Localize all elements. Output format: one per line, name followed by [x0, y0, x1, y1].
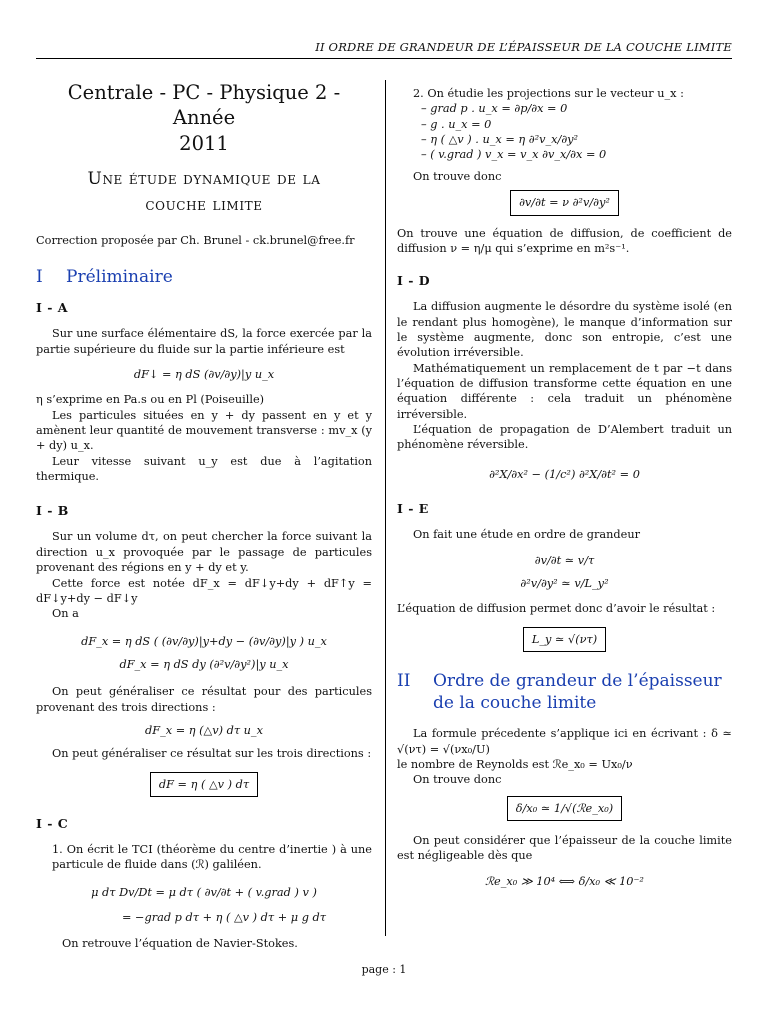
right-column: [397, 86, 732, 889]
IE-result-box: L_y ≃ √(ντ): [523, 627, 606, 652]
IC-equation-2: = −grad p dτ + η ( △v ) dτ + μ g dτ: [121, 911, 327, 925]
IB-paragraph-1: Sur un volume dτ, on peut chercher la force suivant la direction u_x provoquée par le passage de particules provenant des régions en y + dy et y.: [36, 530, 372, 575]
IE-equation-1: ∂v/∂t ≃ v/τ: [534, 553, 595, 567]
IE-equation-2: ∂²v/∂y² ≃ v/L_y²: [520, 576, 609, 590]
II-equation: ℛe_x₀ ≫ 10⁴ ⟺ δ/x₀ ≪ 10⁻²: [485, 874, 644, 888]
IB-result-box-wrap: [36, 772, 372, 797]
IE-result-box-wrap: [397, 627, 732, 652]
page-number: page : 1: [361, 963, 407, 976]
IA-paragraph-3: Les particules situées en y + dy passent en y et y amènent leur quantité de mouvement transverse : mv_x (y + dy) u_x.: [36, 408, 372, 453]
IE-paragraph-2: L’équation de diffusion permet donc d’avoir le résultat :: [397, 602, 716, 616]
ID-paragraph-2: Mathématiquement un remplacement de t par −t dans l’équation de diffusion transforme cette équation en une équation différente : cela traduit un phénomène irréversible.: [397, 361, 732, 421]
author-line: Correction proposée par Ch. Brunel - ck.brunel@free.fr: [36, 233, 355, 247]
IC-equation-1: μ dτ Dv/Dt = μ dτ ( ∂v/∂t + ( v.grad ) v ): [91, 885, 317, 899]
projection-item-2: – g . u_x = 0: [421, 117, 492, 131]
section-2-title: Ordre de grandeur de l’épaisseur de la couche limite: [433, 670, 722, 714]
IB-paragraph-2: Cette force est notée dF_x = dF↓y+dy + dF↑y = dF↓y+dy − dF↓y: [36, 576, 372, 605]
projection-item-1: – grad p . u_x = ∂p/∂x = 0: [421, 102, 568, 116]
ID-equation: ∂²X/∂x² − (1/c²) ∂²X/∂t² = 0: [489, 467, 640, 481]
IB-paragraph-5: On peut généraliser ce résultat sur les trois directions :: [52, 747, 372, 761]
title-line-1: Centrale - PC - Physique 2 - Année: [67, 81, 341, 130]
IC-paragraph-3: On trouve une équation de diffusion, de coefficient de diffusion ν = η/μ qui s’exprime en m²s⁻¹.: [397, 226, 732, 255]
column-divider: [385, 80, 386, 936]
IC-item-1: 1. On écrit le TCI (théorème du centre d’inertie ) à une particule de fluide dans (ℛ) galiléen.: [52, 843, 372, 872]
IC-projection-list: [397, 101, 732, 162]
section-1-title: Préliminaire: [66, 267, 173, 288]
ID-paragraph-3: L’équation de propagation de D’Alembert traduit un phénomène réversible.: [397, 423, 732, 452]
section-1-number: I: [36, 267, 43, 288]
IE-paragraph-1: On fait une étude en ordre de grandeur: [413, 528, 641, 542]
IA-paragraph-4: Leur vitesse suivant u_y est due à l’agitation thermique.: [36, 454, 372, 484]
IC-paragraph-1: On retrouve l’équation de Navier-Stokes.: [62, 936, 298, 950]
II-result-box: δ/x₀ ≃ 1/√(ℛe_x₀): [507, 796, 622, 821]
II-paragraph-4: On peut considérer que l’épaisseur de la couche limite est négligeable dès que: [397, 833, 732, 863]
projection-item-3: – η ( △v ) . u_x = η ∂²v_x/∂y²: [421, 133, 579, 147]
header-rule: [36, 58, 732, 59]
ID-paragraph-1: La diffusion augmente le désordre du système isolé (en le rendant plus homogène), le manque d’information sur le système augmente, donc son entropie, c’est une évolution irréversible.: [397, 300, 732, 360]
subtitle-line-1: Une étude dynamique de la: [87, 169, 321, 190]
IB-paragraph-3: On a: [52, 607, 79, 621]
II-paragraph-1: La formule précedente s’applique ici en écrivant : δ ≃ √(ντ) = √(νx₀/U): [397, 727, 732, 756]
IB-equation-2: dF_x = η dS dy (∂²v/∂y²)|y u_x: [119, 657, 289, 671]
IC-result-box-wrap: [397, 190, 732, 215]
IC-result-box: ∂v/∂t = ν ∂²v/∂y²: [510, 190, 619, 215]
IA-paragraph-1: Sur une surface élémentaire dS, la force exercée par la partie supérieure du fluide sur la partie inférieure est: [36, 327, 372, 356]
IB-equation-3: dF_x = η (△v) dτ u_x: [145, 724, 263, 738]
projection-item-4: – ( v.grad ) v_x = v_x ∂v_x/∂x = 0: [421, 148, 607, 162]
subsection-IA: I - A: [36, 300, 68, 316]
document-subtitle: [36, 166, 372, 219]
IC-paragraph-2: On trouve donc: [413, 169, 502, 183]
IB-paragraph-4: On peut généraliser ce résultat pour des particules provenant des trois directions :: [36, 685, 372, 714]
IA-equation-1: dF↓ = η dS (∂v/∂y)|y u_x: [133, 367, 275, 381]
II-paragraph-2: le nombre de Reynolds est ℛe_x₀ = Ux₀/ν: [397, 757, 633, 771]
subsection-IB: I - B: [36, 503, 69, 519]
running-header: II ORDRE DE GRANDEUR DE L’ÉPAISSEUR DE LA COUCHE LIMITE: [315, 40, 732, 54]
II-result-box-wrap: [397, 796, 732, 821]
section-2-number: II: [397, 670, 411, 691]
title-line-2: 2011: [179, 131, 229, 155]
section-2-heading: [397, 670, 732, 714]
IB-equation-1: dF_x = η dS ( (∂v/∂y)|y+dy − (∂v/∂y)|y ) u_x: [81, 634, 327, 648]
document-title: [36, 80, 372, 156]
IB-result-box: dF = η ( △v ) dτ: [150, 772, 258, 797]
IA-paragraph-2: η s’exprime en Pa.s ou en Pl (Poiseuille): [36, 393, 265, 407]
section-1-heading: [36, 266, 372, 289]
II-paragraph-3: On trouve donc: [413, 773, 502, 787]
subtitle-line-2: couche limite: [145, 195, 263, 216]
subsection-IE: I - E: [397, 501, 429, 517]
IC-item-2: 2. On étudie les projections sur le vecteur u_x :: [413, 87, 684, 100]
subsection-ID: I - D: [397, 273, 431, 289]
subsection-IC: I - C: [36, 816, 69, 832]
left-column: [36, 80, 372, 951]
